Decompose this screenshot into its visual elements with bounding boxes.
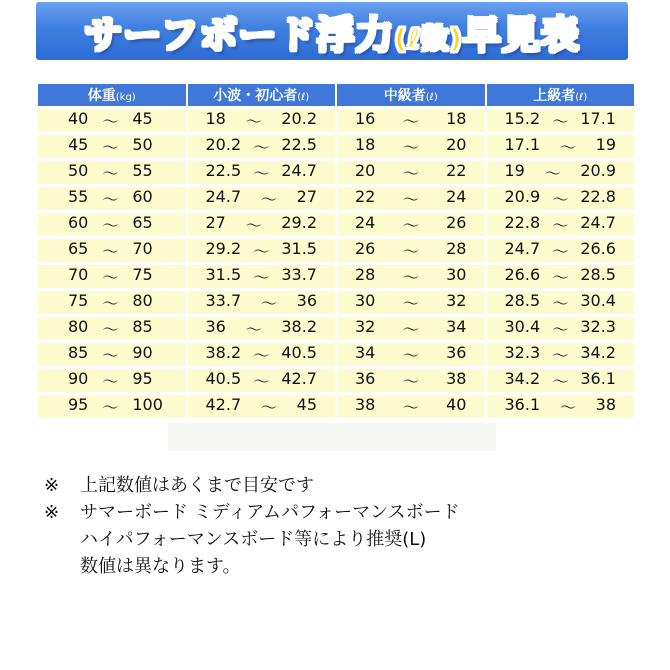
weight-cell — [38, 213, 186, 236]
range-low: 22.8 — [504, 213, 541, 232]
range-high: 22 — [446, 161, 467, 180]
range-low: 40.5 — [205, 369, 242, 388]
range-high: 100 — [132, 395, 163, 414]
note-2-continued: ハイパフォーマンスボード等により推奨(L) — [80, 529, 427, 550]
page-title — [84, 4, 580, 59]
range-low: 24.7 — [504, 239, 541, 258]
range-high: 34 — [446, 317, 467, 336]
range-low: 16 — [355, 109, 376, 128]
intermediate-cell — [337, 395, 485, 418]
range-separator: ～ — [552, 320, 569, 339]
table-row — [38, 239, 634, 262]
weight-cell — [38, 161, 186, 184]
range-separator: ～ — [102, 268, 119, 287]
range-high: 95 — [132, 369, 153, 388]
weight-cell — [38, 317, 186, 340]
weight-cell — [38, 239, 186, 262]
range-high: 40 — [446, 395, 467, 414]
range-high: 38 — [446, 369, 467, 388]
range-low: 20.9 — [504, 187, 541, 206]
range-separator: ～ — [552, 216, 569, 235]
range-high: 65 — [132, 213, 153, 232]
range-high: 26.6 — [580, 239, 616, 258]
range-high: 40.5 — [281, 343, 317, 362]
range-low: 29.2 — [205, 239, 242, 258]
advanced-cell — [487, 213, 635, 236]
range-separator: ～ — [253, 242, 270, 261]
range-separator: ～ — [559, 398, 576, 417]
advanced-cell — [487, 265, 635, 288]
range-high: 24.7 — [580, 213, 616, 232]
beginner-cell — [188, 395, 336, 418]
range-high: 70 — [132, 239, 153, 258]
beginner-cell — [188, 135, 336, 158]
range-low: 36 — [205, 317, 226, 336]
note-mark: ※ — [44, 475, 60, 496]
range-separator: ～ — [253, 164, 270, 183]
range-separator: ～ — [102, 190, 119, 209]
range-separator: ～ — [402, 216, 419, 235]
note-1: ※ 上記数値はあくまで目安です — [44, 472, 460, 499]
range-high: 45 — [296, 395, 317, 414]
range-low: 28 — [355, 265, 376, 284]
range-high: 32.3 — [580, 317, 616, 336]
advanced-cell — [487, 317, 635, 340]
note-mark: ※ — [44, 502, 60, 523]
range-separator: ～ — [102, 294, 119, 313]
range-low: 33.7 — [205, 291, 242, 310]
beginner-cell — [188, 161, 336, 184]
range-separator: ～ — [102, 112, 119, 131]
range-high: 24.7 — [281, 161, 317, 180]
range-low: 30 — [355, 291, 376, 310]
range-separator: ～ — [552, 190, 569, 209]
beginner-cell — [188, 317, 336, 340]
weight-cell — [38, 109, 186, 132]
range-low: 32 — [355, 317, 376, 336]
range-separator: ～ — [402, 112, 419, 131]
range-high: 50 — [132, 135, 153, 154]
range-high: 80 — [132, 291, 153, 310]
buoyancy-table — [36, 81, 636, 421]
range-separator: ～ — [552, 242, 569, 261]
range-separator: ～ — [102, 320, 119, 339]
beginner-cell — [188, 343, 336, 366]
table-row — [38, 369, 634, 392]
intermediate-cell — [337, 265, 485, 288]
beginner-cell — [188, 369, 336, 392]
header-weight: 体重(kg) — [38, 84, 186, 106]
weight-cell — [38, 343, 186, 366]
range-separator: ～ — [559, 138, 576, 157]
range-high: 31.5 — [281, 239, 317, 258]
range-low: 18 — [205, 109, 226, 128]
range-low: 24.7 — [205, 187, 242, 206]
intermediate-cell — [337, 135, 485, 158]
title-main: サーフボード浮力 — [84, 12, 395, 57]
range-separator: ～ — [260, 294, 277, 313]
range-separator: ～ — [552, 112, 569, 131]
range-separator: ～ — [402, 164, 419, 183]
range-separator: ～ — [102, 216, 119, 235]
range-separator: ～ — [402, 346, 419, 365]
range-high: 75 — [132, 265, 153, 284]
range-high: 22.5 — [281, 135, 317, 154]
range-low: 42.7 — [205, 395, 242, 414]
advanced-cell — [487, 135, 635, 158]
range-low: 31.5 — [205, 265, 242, 284]
range-separator: ～ — [552, 346, 569, 365]
range-low: 36.1 — [504, 395, 541, 414]
range-high: 85 — [132, 317, 153, 336]
table-row — [38, 161, 634, 184]
range-high: 28.5 — [580, 265, 616, 284]
range-high: 20 — [446, 135, 467, 154]
range-low: 17.1 — [504, 135, 541, 154]
range-separator: ～ — [260, 398, 277, 417]
range-separator: ～ — [253, 372, 270, 391]
advanced-cell — [487, 161, 635, 184]
intermediate-cell — [337, 369, 485, 392]
range-separator: ～ — [102, 372, 119, 391]
title-banner — [36, 2, 628, 60]
advanced-cell — [487, 395, 635, 418]
range-low: 34 — [355, 343, 376, 362]
header-advanced: 上級者(ℓ) — [487, 84, 635, 106]
range-low: 15.2 — [504, 109, 541, 128]
range-high: 26 — [446, 213, 467, 232]
beginner-cell — [188, 109, 336, 132]
range-separator: ～ — [552, 294, 569, 313]
weight-cell — [38, 265, 186, 288]
range-high: 42.7 — [281, 369, 317, 388]
range-high: 29.2 — [281, 213, 317, 232]
weight-cell — [38, 291, 186, 314]
range-high: 38 — [595, 395, 616, 414]
beginner-cell — [188, 265, 336, 288]
range-low: 26 — [355, 239, 376, 258]
range-low: 28.5 — [504, 291, 541, 310]
range-separator: ～ — [253, 138, 270, 157]
range-separator: ～ — [402, 398, 419, 417]
range-separator: ～ — [402, 320, 419, 339]
header-beginner: 小波・初心者(ℓ) — [188, 84, 336, 106]
weight-cell — [38, 395, 186, 418]
title-tail: 早見表 — [462, 12, 580, 57]
range-separator: ～ — [102, 138, 119, 157]
intermediate-cell — [337, 213, 485, 236]
note-2: ※ サマーボード ミディアムパフォーマンスボード — [44, 499, 460, 526]
weight-cell — [38, 187, 186, 210]
range-separator: ～ — [552, 372, 569, 391]
range-high: 19 — [595, 135, 616, 154]
range-high: 36 — [446, 343, 467, 362]
range-low: 40 — [68, 109, 89, 128]
faint-strip — [168, 423, 496, 451]
beginner-cell — [188, 213, 336, 236]
range-low: 22.5 — [205, 161, 242, 180]
table-row — [38, 343, 634, 366]
range-low: 20 — [355, 161, 376, 180]
range-high: 17.1 — [580, 109, 616, 128]
range-low: 38.2 — [205, 343, 242, 362]
range-low: 38 — [355, 395, 376, 414]
range-separator: ～ — [102, 242, 119, 261]
weight-cell — [38, 135, 186, 158]
range-high: 27 — [296, 187, 317, 206]
range-separator: ～ — [245, 216, 262, 235]
range-low: 18 — [355, 135, 376, 154]
table-row — [38, 187, 634, 210]
range-low: 34.2 — [504, 369, 541, 388]
range-high: 55 — [132, 161, 153, 180]
intermediate-cell — [337, 317, 485, 340]
range-low: 32.3 — [504, 343, 541, 362]
intermediate-cell — [337, 343, 485, 366]
table-row — [38, 109, 634, 132]
range-low: 60 — [68, 213, 89, 232]
range-high: 20.2 — [281, 109, 317, 128]
table-header-row — [38, 84, 634, 106]
range-low: 75 — [68, 291, 89, 310]
beginner-cell — [188, 291, 336, 314]
intermediate-cell — [337, 109, 485, 132]
advanced-cell — [487, 369, 635, 392]
range-separator: ～ — [544, 164, 561, 183]
weight-cell — [38, 369, 186, 392]
advanced-cell — [487, 239, 635, 262]
range-separator: ～ — [245, 112, 262, 131]
range-low: 50 — [68, 161, 89, 180]
range-low: 45 — [68, 135, 89, 154]
range-low: 22 — [355, 187, 376, 206]
range-separator: ～ — [402, 242, 419, 261]
range-low: 36 — [355, 369, 376, 388]
range-low: 24 — [355, 213, 376, 232]
advanced-cell — [487, 187, 635, 210]
range-low: 85 — [68, 343, 89, 362]
range-separator: ～ — [552, 268, 569, 287]
range-high: 36.1 — [580, 369, 616, 388]
notes — [44, 472, 460, 580]
range-separator: ～ — [253, 268, 270, 287]
table-row — [38, 135, 634, 158]
range-high: 38.2 — [281, 317, 317, 336]
intermediate-cell — [337, 291, 485, 314]
range-high: 30 — [446, 265, 467, 284]
range-high: 20.9 — [580, 161, 616, 180]
intermediate-cell — [337, 161, 485, 184]
range-low: 30.4 — [504, 317, 541, 336]
range-separator: ～ — [102, 398, 119, 417]
range-low: 19 — [504, 161, 525, 180]
range-high: 22.8 — [580, 187, 616, 206]
table-body — [38, 109, 634, 418]
range-high: 28 — [446, 239, 467, 258]
range-low: 80 — [68, 317, 89, 336]
range-high: 90 — [132, 343, 153, 362]
range-low: 55 — [68, 187, 89, 206]
advanced-cell — [487, 291, 635, 314]
range-low: 65 — [68, 239, 89, 258]
range-separator: ～ — [260, 190, 277, 209]
beginner-cell — [188, 239, 336, 262]
title-paren: (ℓ数) — [394, 23, 463, 55]
range-separator: ～ — [402, 138, 419, 157]
range-high: 34.2 — [580, 343, 616, 362]
table-row — [38, 291, 634, 314]
range-separator: ～ — [102, 346, 119, 365]
table-row — [38, 317, 634, 340]
range-low: 27 — [205, 213, 226, 232]
range-low: 20.2 — [205, 135, 242, 154]
range-separator: ～ — [245, 320, 262, 339]
range-low: 95 — [68, 395, 89, 414]
range-high: 45 — [132, 109, 153, 128]
note-2-continued: 数値は異なります。 — [80, 556, 241, 577]
range-high: 36 — [296, 291, 317, 310]
range-high: 60 — [132, 187, 153, 206]
range-high: 24 — [446, 187, 467, 206]
range-high: 32 — [446, 291, 467, 310]
header-intermediate: 中級者(ℓ) — [337, 84, 485, 106]
range-high: 30.4 — [580, 291, 616, 310]
table-row — [38, 265, 634, 288]
range-high: 33.7 — [281, 265, 317, 284]
range-separator: ～ — [402, 190, 419, 209]
advanced-cell — [487, 109, 635, 132]
range-separator: ～ — [402, 294, 419, 313]
range-low: 26.6 — [504, 265, 541, 284]
range-separator: ～ — [402, 372, 419, 391]
table-row — [38, 213, 634, 236]
range-separator: ～ — [253, 346, 270, 365]
range-low: 70 — [68, 265, 89, 284]
intermediate-cell — [337, 187, 485, 210]
range-separator: ～ — [402, 268, 419, 287]
table-row — [38, 395, 634, 418]
advanced-cell — [487, 343, 635, 366]
intermediate-cell — [337, 239, 485, 262]
range-low: 90 — [68, 369, 89, 388]
range-separator: ～ — [102, 164, 119, 183]
range-high: 18 — [446, 109, 467, 128]
beginner-cell — [188, 187, 336, 210]
